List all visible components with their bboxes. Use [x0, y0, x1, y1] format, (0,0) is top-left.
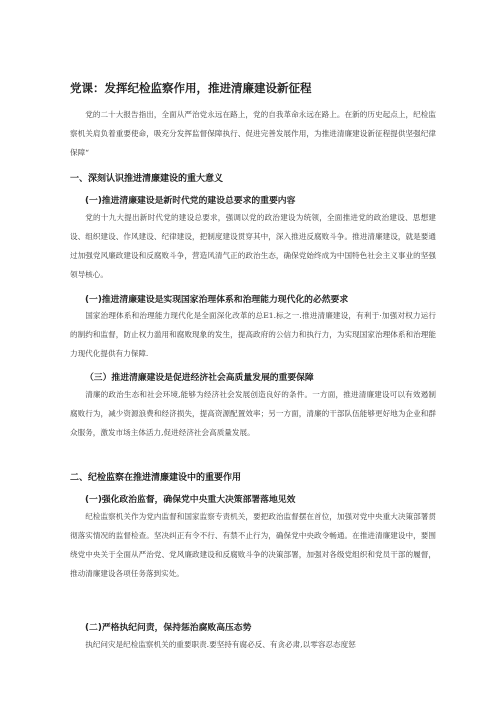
section1-sub1-body: 党的十九大提出新时代党的建设总要求，强调以党的政治建设为统领，全面推进党的政治建设、思想建设、组织建设、作风建设、纪律建设，把制度建设贯穿其中，深入推进反腐败斗争。推进清廉建设，就是要通过加强党风廉政建设和反腐败斗争，营造风清气正的政治生态，确保党始终成为中国特色社会主义事业的坚强领导核心。 — [70, 213, 436, 279]
section2-sub1-body: 纪检监察机关作为党内监督和国家监察专责机关，要把政治监督摆在首位，加强对党中央重大决策部署贯彻落实情况的监督检查。坚决纠正有令不行、有禁不止行为，确保党中央政令畅通。在推进清廉建设中，要围绕党中央关于全面从严治党、党风廉政建设和反腐败斗争的决策部署，加强对各级党组织和党员干部的履督，推动清廉建设各项任务落到实处。 — [70, 512, 436, 578]
section2-sub2-heading: (二)严格执纪问责，保持惩治腐败高压态势 — [85, 623, 252, 633]
section1-sub3-heading: （三）推进清廉建设是促进经济社会高质量发展的重要保障 — [85, 373, 314, 383]
section2-sub1-heading: (一)强化政治监督，确保党中央重大决策部署落地见效 — [85, 495, 296, 505]
document-title: 党课：发挥纪检监察作用，推进清廉建设新征程 — [70, 81, 312, 95]
section1-heading: 一、深刻认识推进清廉建设的重大意义 — [70, 174, 224, 184]
section1-sub2-body: 国家治理体系和治理能力现代化是全面深化改革的总E1.标之一.推进清廉建设，有利于·加强对权力运行的制约和监督，防止权力滥用和腐败现象的发生，提高政府的公信力和执行力，为实现国家治理体系和治理能力现代化提供有力保障. — [70, 311, 436, 358]
intro-paragraph: 党的二十大报告指出，全面从严治党永远在路上，党的自我革命永远在路上。在新的历史起点上，纪检监察机关肩负着重要使命，吸充分发挥监督保障执行、促进完善发展作用，为推进清廉建设新征程提供坚强纪律保障“ — [70, 110, 436, 157]
section1-sub2-heading: (一)推进清廉建设是实现国家治理体系和治理能力现代化的必然要求 — [85, 295, 349, 305]
section1-sub3-body: 清廉的政治生态和社会环境,能够为经济社会发展创造良好的条件。一方面，推进清廉建设可以有效遏制腐败行为，减少资源浪费和经济损失，提高资源配置效率；另一方面，清廉的干部队伍能够更好地为企业和群众服务，激发市场主体活力,促进经济社会高质量发展。 — [70, 390, 436, 437]
section2-sub2-body: 执纪问灾是纪检监察机关的重要职责.要坚持有腐必反、有贪必肃,以零容忍态度惩 — [85, 640, 356, 649]
section2-heading: 二、纪检监察在推进清廉建设中的重要作用 — [70, 473, 242, 483]
section1-sub1-heading: (一)推进清廉建设是新时代党的建设总要求的重要内容 — [85, 196, 296, 206]
